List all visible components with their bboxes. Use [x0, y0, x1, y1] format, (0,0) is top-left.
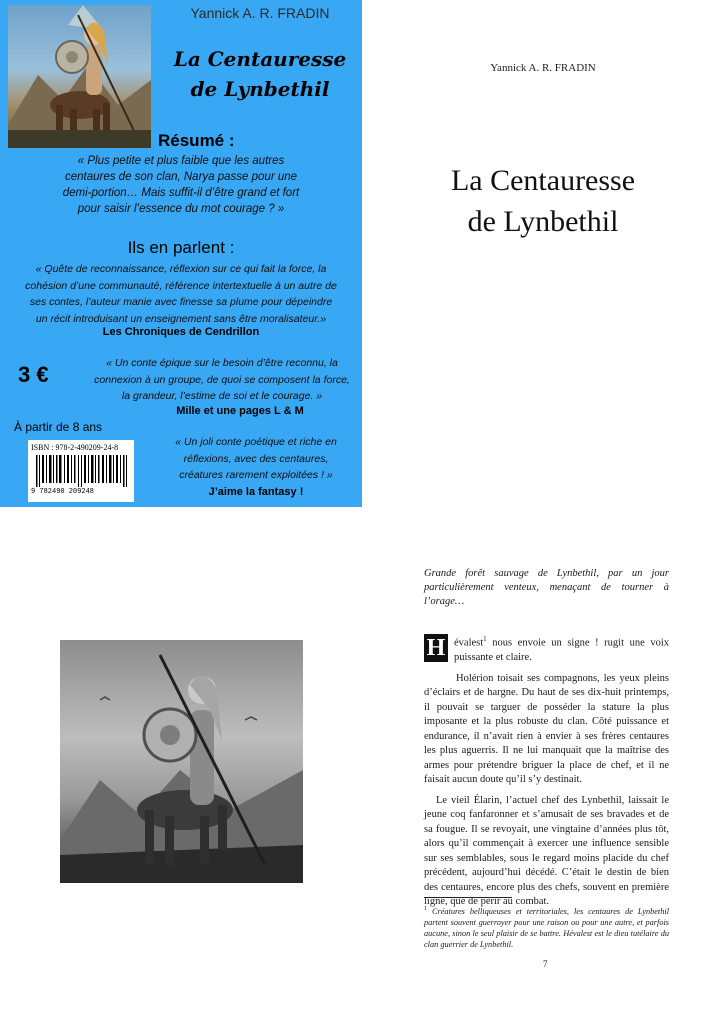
- resume-heading: Résumé :: [158, 131, 235, 150]
- review-line: ses contes, l’auteur manie avec finesse sa plume pour dépeindre: [29, 296, 333, 308]
- review-3: [150, 434, 362, 484]
- review-line: un récit introduisant un enseignement sans être moralisateur.»: [35, 312, 327, 325]
- footnote-ref: 1: [483, 635, 487, 643]
- grayscale-centauress-illustration: [60, 640, 303, 883]
- cover-author: Yannick A. R. FRADIN: [190, 5, 330, 21]
- footnote-text: Créatures belliqueuses et territoriales, les centaures de Lynbethil partent souvent guerroyer pour une raison ou pour une autre, et parfois aucune, sinon le seul plaisir de se battre. Hévalest est le dieu tutélaire du clan guerrier de Lynbethil.: [424, 906, 669, 949]
- text-page: [362, 507, 724, 1024]
- footnote: [424, 904, 669, 950]
- dropcap-ornament: H: [424, 634, 448, 662]
- isbn-label: ISBN : 978-2-490209-24-8: [31, 443, 119, 452]
- cover-title-line2: de Lynbethil: [190, 77, 330, 101]
- price: 3 €: [18, 362, 49, 387]
- resume-line: pour saisir l’essence du mot courage ? »: [77, 203, 285, 215]
- cover-title: [160, 44, 360, 104]
- resume-text: [14, 153, 348, 217]
- illustration-svg: [60, 640, 303, 883]
- footnote-number: 1: [424, 906, 427, 912]
- cover-painting-svg: [8, 5, 151, 148]
- cover-painting-centauress: [8, 5, 151, 148]
- resume-line: « Plus petite et plus faible que les autres: [77, 155, 285, 167]
- resume-line: centaures de son clan, Narya passe pour une: [64, 171, 298, 183]
- resume-line: demi-portion… Mais suffit-il d’être grand et fort: [62, 187, 300, 199]
- review-line: créatures rarement exploitées ! »: [179, 469, 333, 481]
- title-page-title: [362, 160, 724, 242]
- review-line: la grandeur, l’estime de soi et le courage. »: [121, 390, 323, 402]
- review-2-source: Mille et une pages L & M: [176, 405, 304, 417]
- review-line: « Un conte épique sur le besoin d’être reconnu, la: [106, 357, 338, 369]
- review-line: « Quête de reconnaissance, réflexion sur ce qui fait la force, la: [35, 263, 327, 275]
- review-2: [82, 355, 362, 405]
- paragraph-2: Holérion toisait ses compagnons, les yeux pleins d’éclairs et de hargne. Du haut de ses dix-huit printemps, il pouvait se targuer de posséder la stature la plus imposante et la plus robuste du clan. Côté puissance et endurance, il n’avait rien à envier à ses frères centaures les plus aguerris. Il ne lui manquait que la maîtrise des armes pour prétendre briguer la place de chef, et il ne faisait aucun doute qu’il s’y destinait.: [424, 672, 669, 785]
- review-3-source: J’aime la fantasy !: [208, 486, 304, 498]
- review-line: connexion à un groupe, de quoi se composent la force,: [94, 373, 350, 386]
- chapter-intro: Grande forêt sauvage de Lynbethil, par un jour particulièrement venteux, menaçant de tourner à l’orage…: [424, 568, 669, 607]
- review-line: cohésion d’une communauté, référence intertextuelle à un autre de: [25, 279, 337, 292]
- paragraph-1-rest: nous envoie un signe ! rugit une voix puissante et claire.: [454, 637, 669, 663]
- title-page-title-line1: La Centauresse: [450, 164, 636, 197]
- barcode: [28, 440, 134, 502]
- review-line: réflexions, avec des centaures,: [183, 452, 329, 465]
- page-number: 7: [543, 959, 548, 969]
- chapter-body: [424, 632, 669, 910]
- review-1: [4, 261, 358, 327]
- title-page-title-line2: de Lynbethil: [467, 205, 619, 238]
- footnote-separator: [424, 897, 512, 898]
- review-line: « Un joli conte poétique et riche en: [175, 436, 337, 448]
- first-word: évalest: [454, 637, 484, 649]
- review-1-source: Les Chroniques de Cendrillon: [102, 326, 260, 338]
- age-range: À partir de 8 ans: [14, 420, 103, 434]
- barcode-icon: [36, 455, 128, 487]
- paragraph-1: [424, 632, 669, 666]
- title-page: [362, 0, 724, 507]
- title-page-author: Yannick A. R. FRADIN: [490, 62, 596, 74]
- paragraph-3: Le vieil Élarin, l’actuel chef des Lynbethil, laissait le jeune coq fanfaronner et s’amusait de ses bravades et de sa fougue. Il se revoyait, une vingtaine d’années plus tôt, alors qu’il commençait à exercer une influence sensible sur ses semblables, sous le regard moins placide du chef précédent, aujourd’hui décédé. C’était le destin de bien des centaures, encore plus des chefs, souvent en première ligne, que de périr au combat.: [424, 794, 669, 907]
- reviews-heading: Ils en parlent :: [127, 238, 235, 257]
- barcode-digits: 9 782490 209248: [31, 488, 95, 496]
- back-cover: [0, 0, 362, 507]
- cover-title-line1: La Centauresse: [173, 47, 347, 71]
